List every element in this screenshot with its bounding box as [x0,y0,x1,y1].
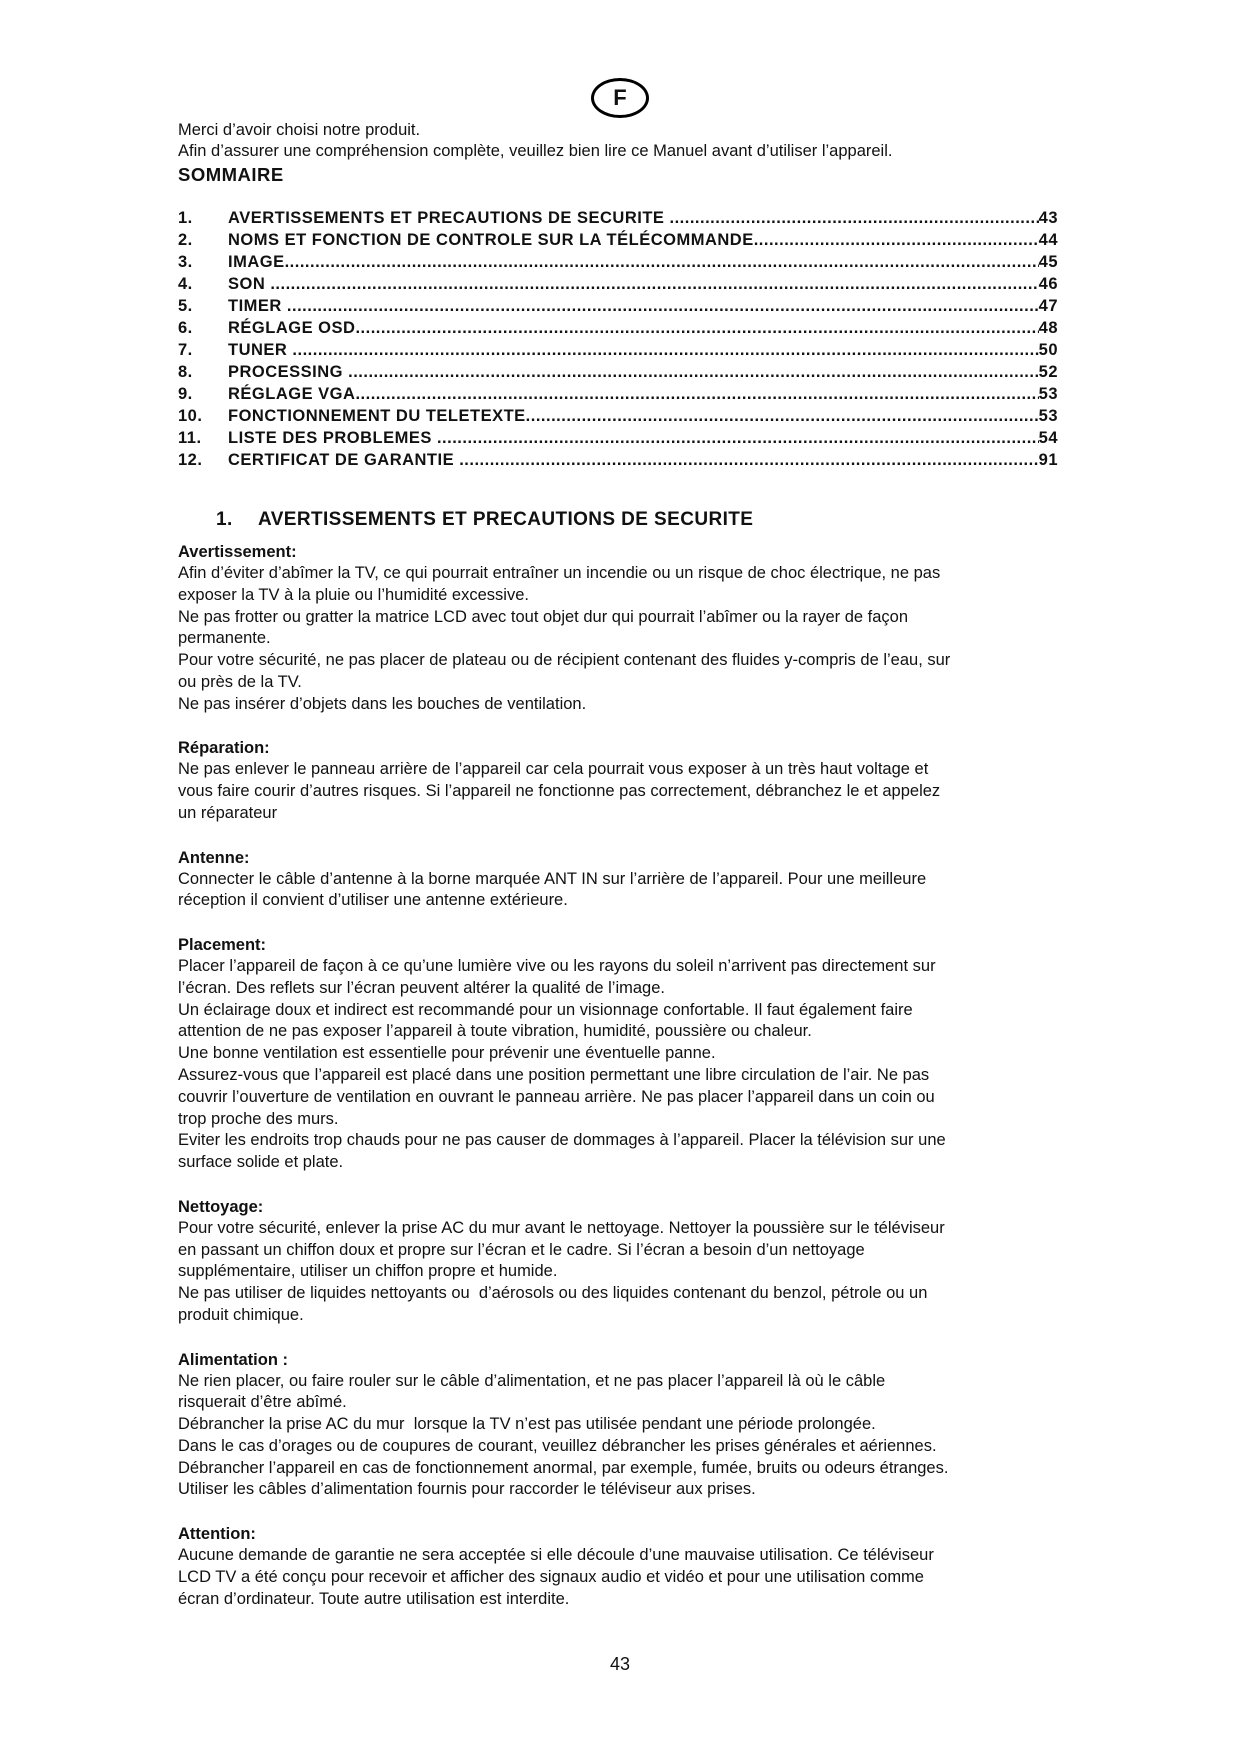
spacer [178,912,1058,934]
intro [178,120,1058,162]
toc-number: 11. [178,429,202,447]
toc-page-number: 45 [1038,253,1058,271]
toc-title: TUNER [228,341,293,359]
paragraph-line: Connecter le câble d’antenne à la borne marquée ANT IN sur l’arrière de l’appareil. Pour une meilleure [178,869,927,888]
spacer [178,825,1058,847]
toc-title: TIMER [228,297,287,315]
paragraph-line: Aucune demande de garantie ne sera acceptée si elle découle d’une mauvaise utilisation. Ce téléviseur [178,1546,934,1565]
toc-number: 5. [178,297,193,315]
paragraph-line: Pour votre sécurité, ne pas placer de plateau ou de récipient contenant des fluides y-compris de l’eau, sur [178,651,951,670]
toc-leader-dots [437,427,1039,449]
paragraph-line: ou près de la TV. [178,672,302,691]
toc-title: RÉGLAGE OSD [228,319,356,337]
toc-row[interactable] [178,361,1058,383]
toc-page-number: 50 [1038,341,1058,359]
toc-row[interactable] [178,339,1058,361]
paragraph-line: risquerait d’être abîmé. [178,1393,347,1412]
toc-leader-dots [287,295,1039,317]
paragraph-line: Ne pas insérer d’objets dans les bouches de ventilation. [178,694,587,713]
toc-number: 8. [178,363,193,381]
paragraph-line: Ne pas utiliser de liquides nettoyants ou d’aérosols ou des liquides contenant du benzol, pétrole ou un [178,1284,928,1303]
toc-page-number: 47 [1038,297,1058,315]
intro-line: Merci d’avoir choisi notre produit. [178,121,421,139]
page-number: 43 [609,1654,631,1674]
paragraph-line: Assurez-vous que l’appareil est placé dans une position permettant une libre circulation de l’air. Ne pas [178,1065,930,1084]
paragraph-line: couvrir l’ouverture de ventilation en ouvrant le panneau arrière. Ne pas placer l’appareil dans un coin ou [178,1087,935,1106]
paragraph-line: Placer l’appareil de façon à ce qu’une lumière vive ou les rayons du soleil n’arrivent pas directement sur [178,956,936,975]
paragraph-line: Débrancher l’appareil en cas de fonctionnement anormal, par exemple, fumée, bruits ou odeurs étranges. [178,1458,949,1477]
toc-page-number: 52 [1038,363,1058,381]
paragraph-line: un réparateur [178,803,278,822]
spacer [178,1174,1058,1196]
toc-title: SON [228,275,271,293]
toc-page-number: 46 [1038,275,1058,293]
toc-title: FONCTIONNEMENT DU TELETEXTE [228,407,526,425]
section-body [178,541,1058,1610]
subsection-heading: Alimentation : [178,1350,288,1369]
toc-number: 12. [178,451,203,469]
spacer [178,1327,1058,1349]
paragraph-line: permanente. [178,629,271,648]
paragraph-line: Un éclairage doux et indirect est recommandé pour un visionnage confortable. Il faut également faire [178,1000,913,1019]
toc-leader-dots [292,339,1038,361]
sommaire-title: SOMMAIRE [178,164,284,185]
paragraph-line: Ne rien placer, ou faire rouler sur le câble d’alimentation, et ne pas placer l’appareil là où le câble [178,1371,886,1390]
toc-title: CERTIFICAT DE GARANTIE [228,451,460,469]
toc-number: 2. [178,231,193,249]
toc-page-number: 48 [1038,319,1058,337]
toc-row[interactable] [178,405,1058,427]
paragraph-line: surface solide et plate. [178,1153,344,1172]
toc-title: NOMS ET FONCTION DE CONTROLE SUR LA TÉLÉCOMMANDE [228,231,754,249]
toc-row[interactable] [178,229,1058,251]
toc-number: 10. [178,407,203,425]
section-title-text: AVERTISSEMENTS ET PRECAUTIONS DE SECURITE [258,509,754,530]
toc-title: AVERTISSEMENTS ET PRECAUTIONS DE SECURITE [228,209,670,227]
paragraph-line: écran d’ordinateur. Toute autre utilisation est interdite. [178,1589,570,1608]
manual-page [178,120,1058,1610]
toc-leader-dots [526,405,1039,427]
paragraph-line: Afin d’éviter d’abîmer la TV, ce qui pourrait entraîner un incendie ou un risque de choc électrique, ne pas [178,564,941,582]
spacer [178,716,1058,738]
subsection-heading: Nettoyage: [178,1197,264,1216]
toc-leader-dots [670,207,1039,229]
paragraph-line: Ne pas frotter ou gratter la matrice LCD avec tout objet dur qui pourrait l’abîmer ou la rayer de façon [178,607,909,626]
subsection-heading: Attention: [178,1525,256,1544]
toc-row[interactable] [178,295,1058,317]
toc-number: 4. [178,275,193,293]
toc-row[interactable] [178,207,1058,229]
toc-page-number: 91 [1038,451,1058,469]
subsection-heading: Antenne: [178,848,250,867]
toc-title: LISTE DES PROBLEMES [228,429,437,447]
toc-row[interactable] [178,273,1058,295]
toc-page-number: 53 [1038,407,1058,425]
toc-title: RÉGLAGE VGA [228,385,356,403]
toc-row[interactable] [178,427,1058,449]
toc-leader-dots [270,273,1038,295]
toc-row[interactable] [178,317,1058,339]
toc-page-number: 43 [1038,209,1058,227]
paragraph-line: en passant un chiffon doux et propre sur l’écran et le cadre. Si l’écran a besoin d’un nettoyage [178,1240,865,1259]
toc-number: 3. [178,253,193,271]
toc-page-number: 53 [1038,385,1058,403]
toc-leader-dots [355,383,1038,405]
toc-number: 6. [178,319,193,337]
toc-number: 1. [178,209,193,227]
intro-line: Afin d’assurer une compréhension complète, veuillez bien lire ce Manuel avant d’utiliser l’appareil. [178,142,893,160]
subsection-heading: Avertissement: [178,543,297,561]
paragraph-line: vous faire courir d’autres risques. Si l’appareil ne fonctionne pas correctement, débranchez le et appelez [178,782,941,801]
paragraph-line: l’écran. Des reflets sur l’écran peuvent altérer la qualité de l’image. [178,978,665,997]
paragraph-line: Ne pas enlever le panneau arrière de l’appareil car cela pourrait vous exposer à un très haut voltage et [178,760,929,779]
section-title [216,509,1058,531]
spacer [178,1501,1058,1523]
toc-page-number: 54 [1038,429,1058,447]
section-number: 1. [216,509,233,530]
paragraph-line: Débrancher la prise AC du mur lorsque la TV n’est pas utilisée pendant une période prolongée. [178,1415,876,1434]
toc-page-number: 44 [1038,231,1058,249]
toc-number: 7. [178,341,193,359]
paragraph-line: Eviter les endroits trop chauds pour ne pas causer de dommages à l’appareil. Placer la télévision sur une [178,1131,946,1150]
toc-leader-dots [459,449,1038,471]
paragraph-line: Dans le cas d’orages ou de coupures de courant, veuillez débrancher les prises générales et aériennes. [178,1436,937,1455]
subsection-heading: Réparation: [178,739,270,758]
paragraph-line: Pour votre sécurité, enlever la prise AC du mur avant le nettoyage. Nettoyer la poussière sur le téléviseur [178,1218,945,1237]
paragraph-line: LCD TV a été conçu pour recevoir et afficher des signaux audio et vidéo et pour une utilisation comme [178,1567,924,1586]
toc-row[interactable] [178,251,1058,273]
table-of-contents [178,207,1058,471]
paragraph-line: trop proche des murs. [178,1109,339,1128]
toc-leader-dots [285,251,1039,273]
paragraph-line: supplémentaire, utiliser un chiffon propre et humide. [178,1262,558,1281]
paragraph-line: Utiliser les câbles d’alimentation fournis pour raccorder le téléviseur aux prises. [178,1480,756,1499]
toc-leader-dots [754,229,1039,251]
toc-leader-dots [348,361,1039,383]
toc-number: 9. [178,385,193,403]
toc-row[interactable] [178,449,1058,471]
subsection-heading: Placement: [178,935,267,954]
paragraph-line: attention de ne pas exposer l’appareil à toute vibration, humidité, poussière ou chaleur. [178,1022,812,1041]
paragraph-line: réception il convient d’utiliser une antenne extérieure. [178,891,568,910]
paragraph-line: produit chimique. [178,1305,304,1324]
toc-row[interactable] [178,383,1058,405]
toc-title: PROCESSING [228,363,349,381]
language-badge: F [591,78,649,118]
paragraph-line: Une bonne ventilation est essentielle pour prévenir une éventuelle panne. [178,1044,716,1063]
paragraph-line: exposer la TV à la pluie ou l’humidité excessive. [178,585,529,604]
toc-leader-dots [355,317,1038,339]
toc-title: IMAGE [228,253,285,271]
